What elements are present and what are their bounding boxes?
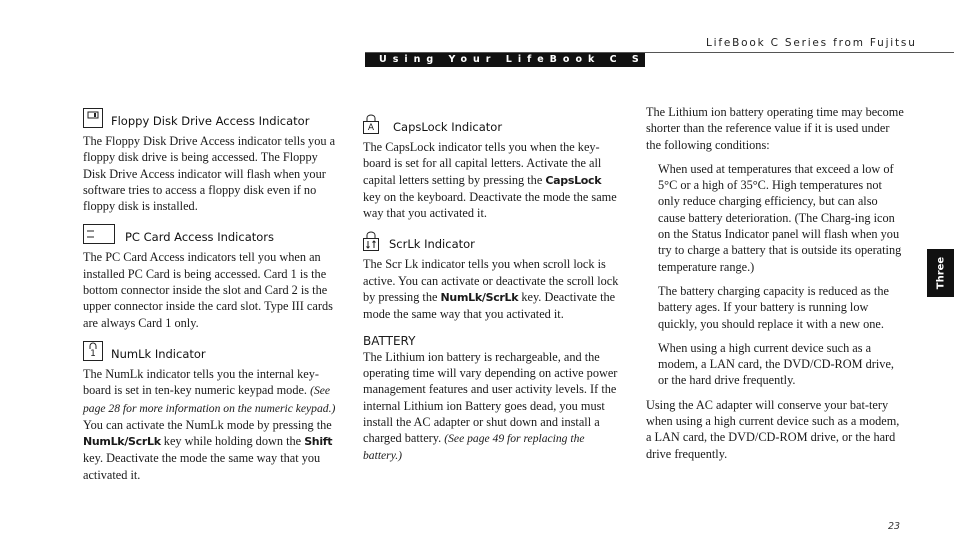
pc-card-icon — [83, 224, 115, 244]
numlk-heading — [83, 341, 339, 361]
floppy-title: Floppy Disk Drive Access Indicator — [111, 114, 310, 128]
scrlk-body: The Scr Lk indicator tells you when scroll lock is active. You can activate or deactivate the scroll lock by pressing the NumLk/ScrLk key. Deactivate the mode the same way that you activated it. — [363, 257, 619, 322]
page-number: 23 — [888, 521, 901, 532]
column-1 — [83, 108, 339, 483]
chapter-tab — [927, 249, 954, 297]
numlk-page-ref: (See page 28 for more information on the numeric keypad.) — [83, 384, 336, 415]
condition-item: When used at temperatures that exceed a low of 5°C or a high of 35°C. High temperatures not only reduce charging efficiency, but can also cause battery deterioration. (The Charg-ing icon on the Status Indicator panel will flash when you try to charge a battery that is outside its operating temperature range.) — [658, 161, 902, 274]
scrolllock-icon — [363, 231, 379, 251]
scrlk-heading — [363, 231, 621, 251]
ac-adapter-note: Using the AC adapter will conserve your bat-tery when using a high current device such as a modem, a LAN card, the DVD/CD-ROM drive, or the hard drive frequently. — [646, 397, 900, 461]
floppy-heading — [83, 108, 339, 128]
chapter-tab-label: Three — [935, 256, 946, 290]
capslock-icon — [363, 114, 379, 134]
numlock-icon — [83, 341, 103, 361]
capslock-icon-label: A — [367, 123, 375, 133]
scrlk-title: ScrLk Indicator — [389, 237, 475, 252]
column-2 — [363, 114, 621, 465]
section-bar: Using Your LifeBook C Series — [365, 53, 645, 67]
capslock-title: CapsLock Indicator — [393, 120, 503, 134]
column-3 — [646, 104, 904, 462]
floppy-disk-icon — [83, 108, 103, 128]
running-title: LifeBook C Series from Fujitsu — [706, 37, 917, 49]
capslock-key: CapsLock — [545, 173, 602, 187]
battery-body: The Lithium ion battery is rechargeable, and the operating time will vary depending on active power management features and user activity levels. If the internal Lithium ion Battery goes dead, you must install the AC adapter or shut down and install a charged battery. (See page 49 for replacing the battery.) — [363, 349, 618, 463]
condition-item: When using a high current device such as a modem, a LAN card, the DVD/CD-ROM drive, or the hard drive frequently. — [658, 340, 894, 388]
numlock-icon-label: 1 — [90, 348, 96, 359]
battery-conditions-intro: The Lithium ion battery operating time may become shorter than the reference value if it is used under the following conditions: — [646, 105, 904, 152]
numlk-title: NumLk Indicator — [111, 346, 206, 361]
battery-page-ref: (See page 49 for replacing the battery.) — [363, 432, 585, 463]
shift-key: Shift — [304, 435, 333, 449]
pccard-body: The PC Card Access indicators tell you when an installed PC Card is being accessed. Card 1 is the bottom connector inside the slot and Card 2 is the upper connector inside the card slot. Type III cards are always Card 1 only. — [83, 250, 333, 330]
numlk-body: The NumLk indicator tells you the internal key-board is set in ten-key numeric keypad mode. (See page 28 for more information on the numeric keypad.) You can activate the NumLk mode by pressing the NumLk/ScrLk key while holding down the Shift key. Deactivate the mode the same way that you activated it. — [83, 366, 336, 482]
numlk-key: NumLk/ScrLk — [83, 435, 161, 449]
capslock-heading — [363, 114, 621, 134]
pccard-title: PC Card Access Indicators — [125, 230, 275, 245]
floppy-body: The Floppy Disk Drive Access indicator tells you a floppy disk drive is being accessed. The Floppy Disk Drive Access indicator will flash when your software tries to access a floppy disk even if no floppy disk is installed. — [83, 134, 336, 214]
pccard-heading — [83, 224, 339, 244]
battery-heading: BATTERY — [363, 333, 416, 348]
capslock-body: The CapsLock indicator tells you when the key-board is set for all capital letters. Activate the all capital letters setting by pressing the CapsLock key on the keyboard. Deactivate the mode the same way that you activated it. — [363, 140, 617, 221]
scrlk-key: NumLk/ScrLk — [440, 291, 519, 305]
condition-item: The battery charging capacity is reduced as the battery ages. If your battery is running low quickly, you should replace it with a new one. — [658, 283, 889, 331]
